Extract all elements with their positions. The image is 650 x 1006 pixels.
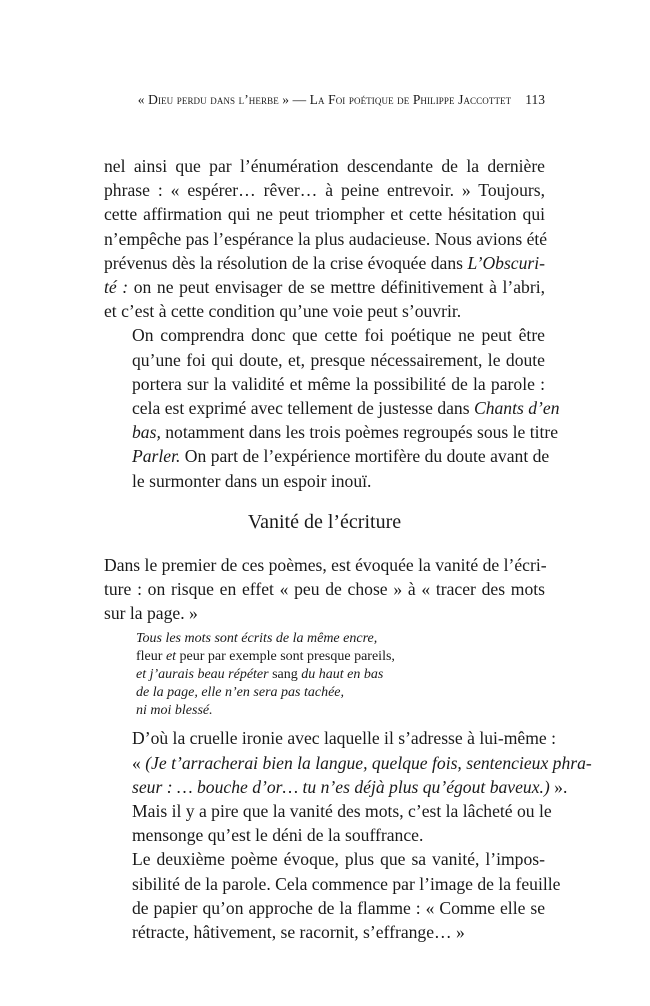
text-run: peur par exemple sont presque pareils, [176,649,395,665]
book-title-italic: Chants d’en [473,398,560,419]
text-run: « [132,752,146,773]
text-line [104,751,592,775]
text-line [104,275,545,299]
text-line [104,775,568,799]
paragraph-2 [104,323,560,492]
book-title-italic: Parler. [132,446,181,467]
poem-line: Tous les mots sont écrits de la même encre, [136,631,378,647]
running-head-title-part2: La Foi poétique de Philippe Jaccottet [309,92,512,107]
text-line [104,396,560,420]
text-run-italic: du haut en bas [297,667,384,683]
text-line: Dans le premier de ces poèmes, est évoquée la vanité de l’écri- [104,554,547,575]
text-line: le surmonter dans un espoir inouï. [132,470,372,491]
text-run-italic: et j’aurais beau répéter [136,667,273,683]
text-line: et c’est à cette condition qu’une voie peut s’ouvrir. [104,301,462,322]
text-line [104,251,545,275]
text-line: n’empêche pas l’espérance la plus audacieuse. Nous avions été [104,228,548,249]
text-line: On comprendra donc que cette foi poétique ne peut être [132,325,545,346]
paragraph-4 [104,726,592,847]
text-line: sibilité de la parole. Cela commence par l’image de la feuille [132,873,561,894]
text-line: Mais il y a pire que la vanité des mots, c’est la lâcheté ou le [132,801,552,822]
text-line: portera sur la validité et même la possibilité de la parole : [132,373,545,394]
text-line: phrase : « espérer… rêver… à peine entrevoir. » Toujours, [104,180,545,201]
text-line: qu’une foi qui doute, et, presque nécessairement, le doute [132,349,545,370]
paragraph-5 [104,847,561,944]
page-number: 113 [525,92,545,107]
running-head-title-part1: « Dieu perdu dans l’herbe » — [137,92,310,107]
running-head-title [138,92,511,107]
text-run: prévenus dès la résolution de la crise évoquée dans [104,252,468,273]
text-line [104,420,559,444]
text-run: cela est exprimé avec tellement de justesse dans [132,398,474,419]
section-heading: Vanité de l’écriture [247,510,402,533]
book-title-italic: té : [104,277,129,298]
text-line: ture : on risque en effet « peu de chose » à « tracer des mots [104,579,545,600]
text-run: fleur [136,649,166,665]
paragraph-3 [104,553,545,626]
poem-line: de la page, elle n’en sera pas tachée, [136,685,344,701]
text-run: sang [272,667,298,683]
text-line: mensonge qu’est le déni de la souffrance. [132,825,424,846]
text-run: ». [549,776,568,797]
text-run: notamment dans les trois poèmes regroupés sous le titre [160,422,559,443]
book-title-italic: bas, [132,422,161,443]
paragraph-1 [104,154,548,323]
text-run: on ne peut envisager de se mettre définitivement à l’abri, [128,277,545,298]
quotation-italic: seur : … bouche d’or… tu n’es déjà plus qu’égout baveux.) [132,776,550,797]
text-line: nel ainsi que par l’énumération descendante de la dernière [104,156,545,176]
text-line: sur la page. » [104,603,198,624]
poem-quotation [136,630,545,720]
text-run-italic: et [165,649,177,665]
text-run: On part de l’expérience mortifère du doute avant de [180,446,550,467]
text-line: D’où la cruelle ironie avec laquelle il s’adresse à lui-même : [132,728,557,749]
book-title-italic: L’Obscuri- [467,252,545,273]
running-head [90,92,545,108]
poem-line [136,666,545,684]
text-line: cette affirmation qui ne peut triompher et cette hésitation qui [104,204,545,225]
quotation-italic: (Je t’arracherai bien la langue, quelque fois, sentencieux phra- [145,752,592,773]
text-line: Le deuxième poème évoque, plus que sa vanité, l’impos- [132,849,545,870]
poem-line: ni moi blessé. [136,703,213,719]
text-line: rétracte, hâtivement, se racornit, s’effrange… » [132,922,465,943]
poem-line [136,648,545,666]
text-line: de papier qu’on approche de la flamme : « Comme elle se [132,897,545,918]
text-line [104,444,550,468]
body-text [104,154,592,944]
